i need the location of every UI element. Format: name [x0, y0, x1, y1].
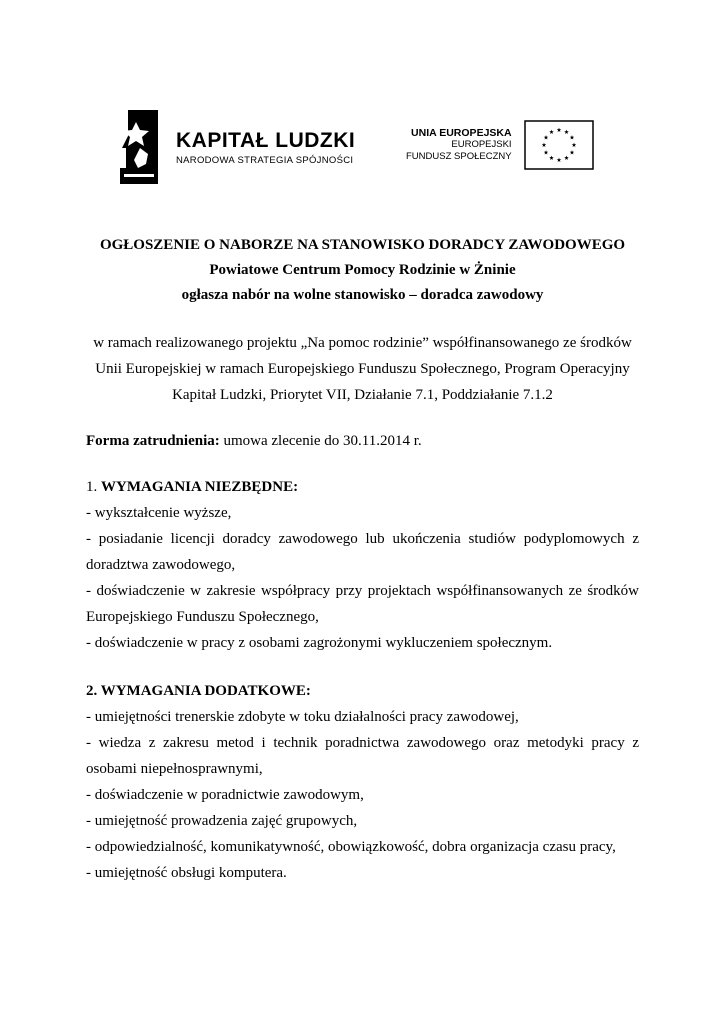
list-item: - wiedza z zakresu metod i technik poradnictwa zawodowego oraz metodyki pracy z osobami niepełnosprawnymi, — [86, 735, 639, 777]
document-body — [86, 233, 639, 886]
section-required-heading: WYMAGANIA NIEZBĘDNE: — [101, 479, 299, 495]
kapital-ludzki-logo-mark-icon — [118, 108, 160, 186]
kapital-ludzki-text — [176, 129, 355, 166]
announcement-heading — [86, 233, 639, 308]
intro-line-2: Unii Europejskiej w ramach Europejskiego Funduszu Społecznego, Program Operacyjny — [95, 361, 630, 377]
list-item: - doświadczenie w pracy z osobami zagrożonymi wykluczeniem społecznym. — [86, 635, 553, 651]
intro-line-1: w ramach realizowanego projektu „Na pomoc rodzinie” współfinansowanego ze środków — [93, 335, 632, 351]
section-additional — [86, 678, 639, 886]
intro-line-3: Kapitał Ludzki, Priorytet VII, Działanie 7.1, Poddziałanie 7.1.2 — [172, 387, 553, 403]
section-required-number: 1. — [86, 479, 101, 495]
project-intro — [86, 330, 639, 408]
list-item: - doświadczenie w zakresie współpracy przy projektach współfinansowanych ze środków Europejskiego Funduszu Społecznego, — [86, 583, 639, 625]
kapital-ludzki-logo — [118, 108, 355, 186]
eu-logo — [406, 119, 594, 171]
kapital-ludzki-title: KAPITAŁ LUDZKI — [176, 128, 356, 152]
eu-logo-line3: FUNDUSZ SPOŁECZNY — [406, 151, 512, 162]
section-additional-title: 2. WYMAGANIA DODATKOWE: — [86, 683, 311, 699]
section-required — [86, 474, 639, 656]
list-item: - posiadanie licencji doradcy zawodowego lub ukończenia studiów podyplomowych z doradztwa zawodowego, — [86, 531, 639, 573]
heading-line-2: Powiatowe Centrum Pomocy Rodzinie w Żninie — [209, 262, 516, 278]
kapital-ludzki-subtitle: NARODOWA STRATEGIA SPÓJNOŚCI — [176, 154, 354, 166]
section-required-title — [86, 474, 639, 500]
heading-line-3: ogłasza nabór na wolne stanowisko – doradca zawodowy — [181, 287, 544, 303]
list-item: - wykształcenie wyższe, — [86, 505, 232, 521]
list-item: - umiejętność obsługi komputera. — [86, 865, 287, 881]
employment-value: umowa zlecenie do 30.11.2014 r. — [219, 433, 422, 449]
eu-logo-line1: UNIA EUROPEJSKA — [411, 127, 512, 139]
employment-form — [86, 428, 639, 454]
list-item: - umiejętności trenerskie zdobyte w toku działalności pracy zawodowej, — [86, 709, 519, 725]
employment-label: Forma zatrudnienia: — [86, 433, 220, 449]
list-item: - doświadczenie w poradnictwie zawodowym, — [86, 787, 364, 803]
heading-line-1: OGŁOSZENIE O NABORZE NA STANOWISKO DORADCY ZAWODOWEGO — [99, 237, 626, 253]
list-item: - umiejętność prowadzenia zajęć grupowych, — [86, 813, 358, 829]
eu-logo-text — [406, 127, 512, 163]
eu-flag-stars-icon — [524, 120, 594, 170]
eu-logo-line2: EUROPEJSKI — [451, 139, 512, 150]
list-item: - odpowiedzialność, komunikatywność, obowiązkowość, dobra organizacja czasu pracy, — [86, 839, 616, 855]
